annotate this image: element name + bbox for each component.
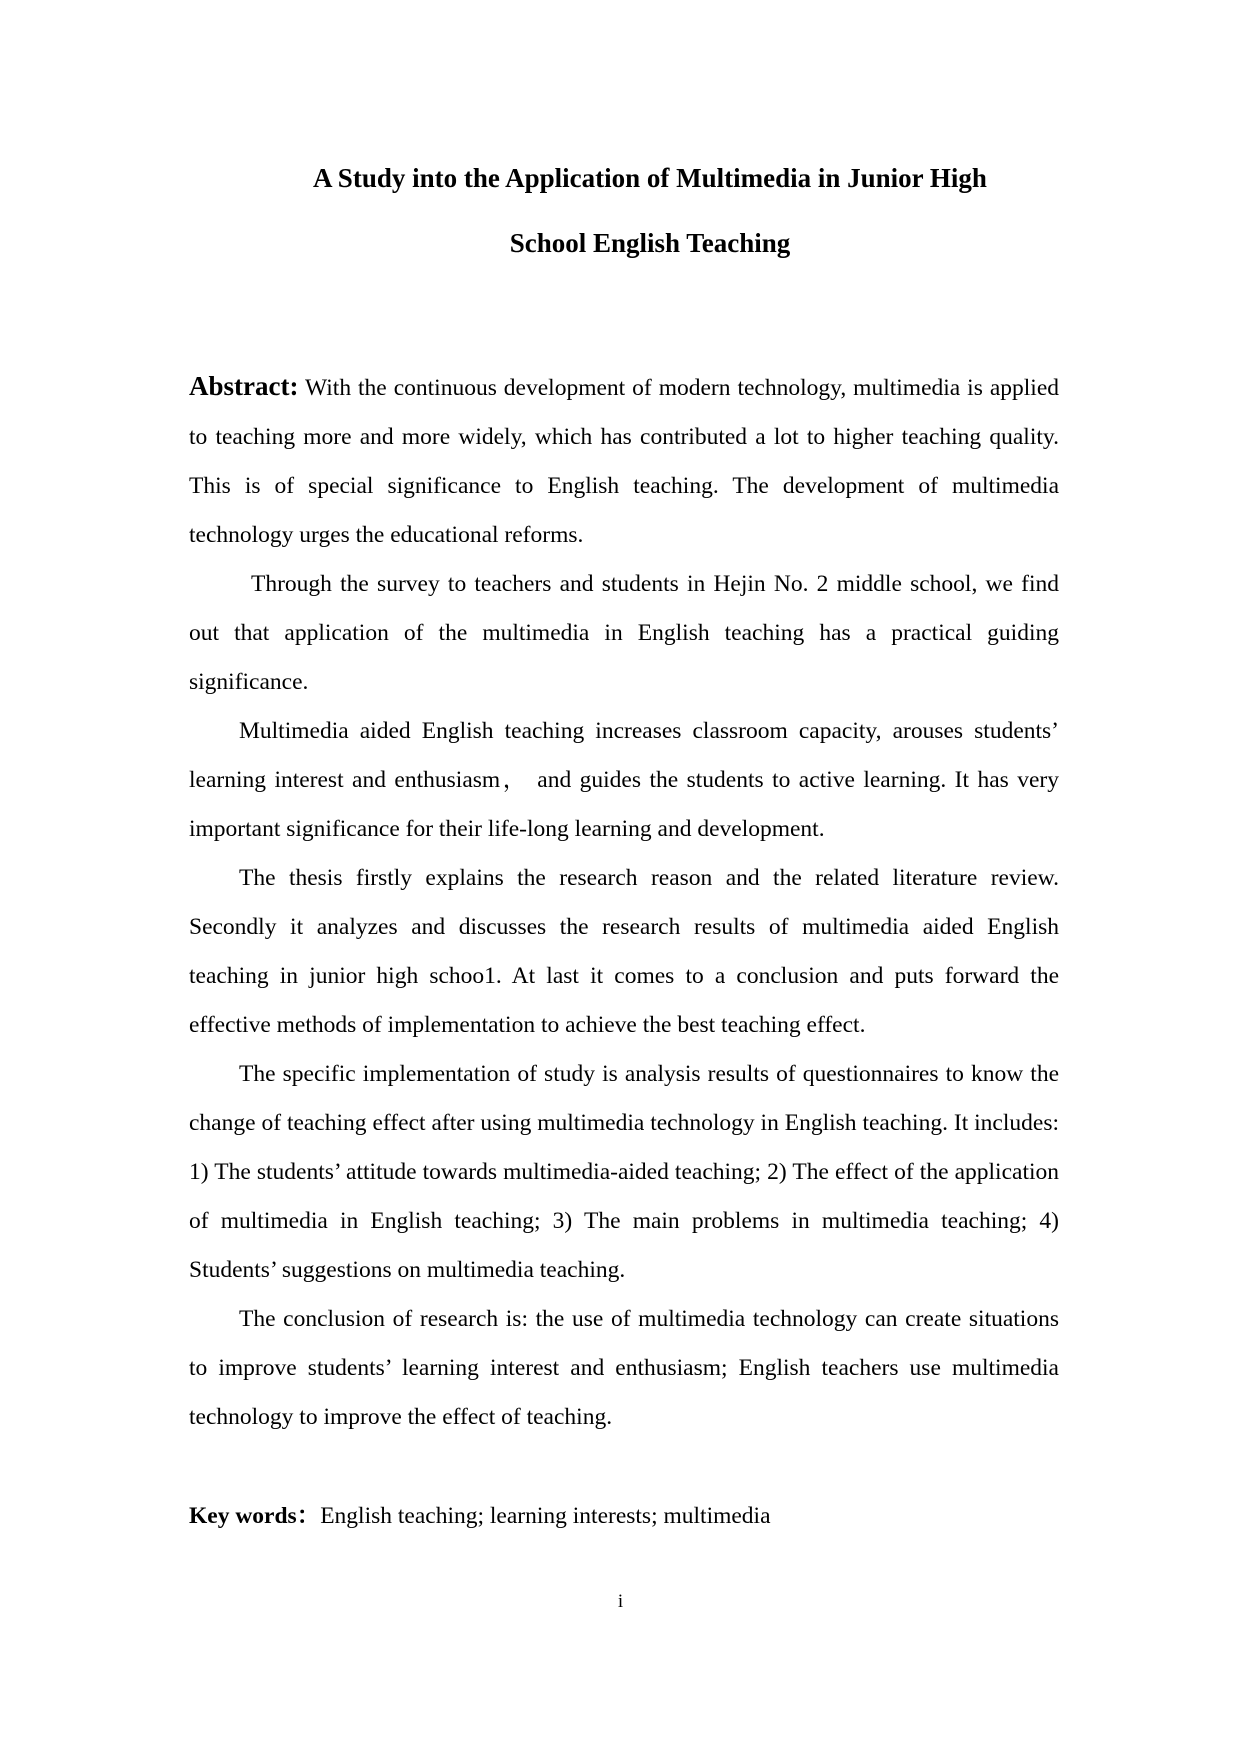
keywords-line (189, 1492, 1059, 1541)
abstract-heading: Abstract: (189, 371, 299, 401)
abstract-paragraph-1-text: With the continuous development of modern technology, multimedia is applied to teaching more and more widely, which has contributed a lot to higher teaching quality. This is of special significance to English teaching. The development of multimedia technology urges the educational reforms. (189, 375, 1059, 548)
abstract-paragraph-4: The thesis firstly explains the research reason and the related literature review. Secondly it analyzes and discusses the research results of multimedia aided English teaching in junior high schoo1. At last it comes to a conclusion and puts forward the effective methods of implementation to achieve the best teaching effect. (189, 865, 1059, 1038)
title-line-2: School English Teaching (509, 228, 791, 258)
title-line-1: A Study into the Application of Multimedia in Junior High (313, 163, 987, 193)
page-number: i (617, 1591, 624, 1612)
keywords-label: Key words： (189, 1503, 321, 1529)
abstract-section (189, 362, 1059, 1442)
keywords-value: English teaching; learning interests; multimedia (320, 1503, 771, 1529)
abstract-paragraph-2: Through the survey to teachers and students in Hejin No. 2 middle school, we find out that application of the multimedia in English teaching has a practical guiding significance. (189, 571, 1059, 695)
abstract-paragraph-6: The conclusion of research is: the use of multimedia technology can create situations to improve students’ learning interest and enthusiasm; English teachers use multimedia technology to improve the effect of teaching. (189, 1306, 1059, 1430)
abstract-paragraph-3: Multimedia aided English teaching increases classroom capacity, arouses students’ learning interest and enthusiasm， and guides the students to active learning. It has very important significance for their life-long learning and development. (189, 718, 1059, 842)
abstract-paragraph-5: The specific implementation of study is analysis results of questionnaires to know the change of teaching effect after using multimedia technology in English teaching. It includes: 1) The students’ attitude towards multimedia-aided teaching; 2) The effect of the application of multimedia in English teaching; 3) The main problems in multimedia teaching; 4) Students’ suggestions on multimedia teaching. (189, 1061, 1059, 1283)
abstract-paragraph-1 (189, 362, 1059, 560)
